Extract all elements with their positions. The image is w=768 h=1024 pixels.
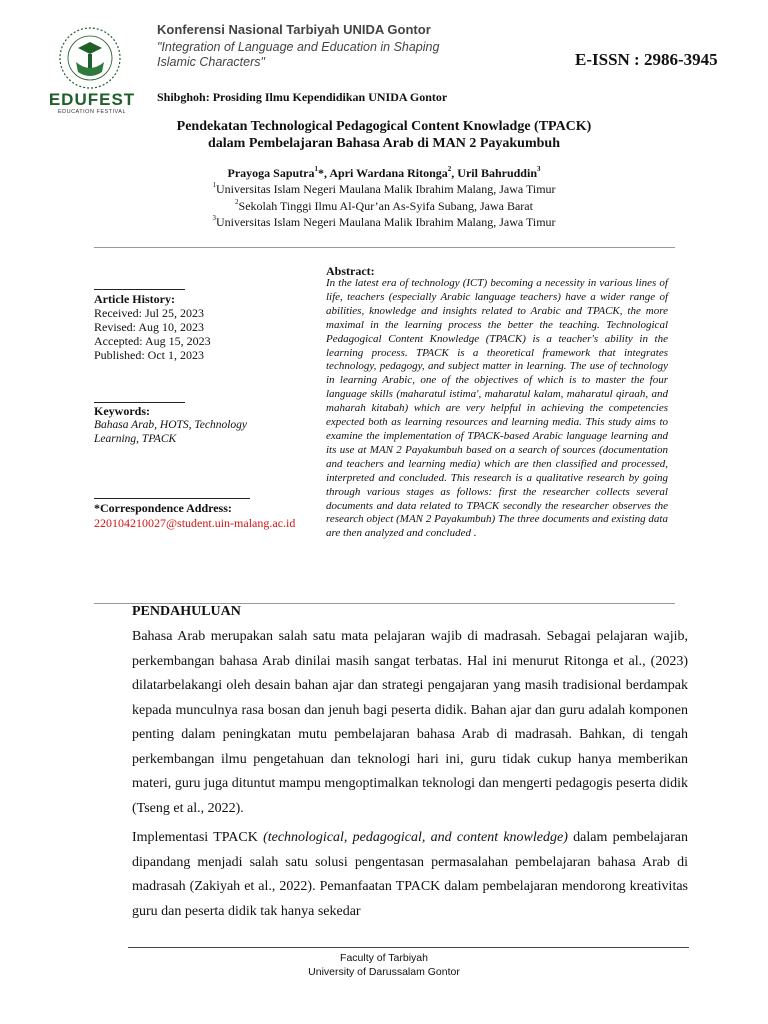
received-date: Received: Jul 25, 2023 — [94, 306, 204, 320]
affiliation — [60, 215, 708, 230]
correspondence-divider — [94, 498, 250, 499]
conference-tagline-line1: "Integration of Language and Education in Shaping — [157, 40, 440, 54]
affiliation — [60, 199, 708, 214]
affiliation-marker: 3 — [212, 214, 216, 222]
article-history-heading: Article History: — [94, 292, 175, 306]
journal-name: Shibghoh: Prosiding Ilmu Kependidikan UNIDA Gontor — [157, 90, 448, 104]
author-separator: , — [451, 166, 458, 180]
abstract-text: In the latest era of technology (ICT) becoming a necessity in various lines of life, teachers (especially Arabic language teachers) have a wider range of abilities, knowledge and insights related to Arabic and TPACK, the more maximal in the learning process the better the teaching. Technological Pedagogical Content Knowledge (TPACK) is a teacher's ability in the learning process. TPACK is a theoretical framework that integrates technology, pedagogy, and subject matter in learning. The use of technology in learning Arabic, one of the objectives of which is to master the four language skills (maharatul istima', maharatul kalam, maharatul qiraah, and maharah kitabah) which are very helpful in achieving the competencies expected both as learning resources and learning media. This study aims to examine the implementation of TPACK-based Arabic language learning and its use at MAN 2 Payakumbuh based on a search of sources (documentation and teachers and learning media) which are then classified and processed, interpreted and concluded. This research is a qualitative research by going through various stages as follows: first the researcher collects several documents and data related to TPACK secondly the researcher observes the research object (MAN 2 Payakumbuh) The three documents and existing data are then analyzed and concluded . — [326, 277, 668, 540]
author-name: Prayoga Saputra — [227, 166, 315, 180]
revised-date: Revised: Aug 10, 2023 — [94, 320, 204, 334]
conference-title: Konferensi Nasional Tarbiyah UNIDA Gontor — [157, 22, 431, 37]
author-list — [60, 166, 708, 181]
author-affiliation-marker: 3 — [537, 165, 541, 173]
logo-subtitle: EDUCATION FESTIVAL — [57, 109, 127, 115]
abstract-heading: Abstract: — [326, 264, 375, 278]
paper-title — [60, 118, 708, 152]
author-name: Apri Wardana Ritonga — [329, 166, 448, 180]
published-date: Published: Oct 1, 2023 — [94, 348, 204, 362]
logo-wordmark: EDUFEST — [48, 90, 136, 109]
accepted-date: Accepted: Aug 15, 2023 — [94, 334, 211, 348]
body-paragraph: Bahasa Arab merupakan salah satu mata pelajaran wajib di madrasah. Sebagai pelajaran wajib, perkembangan bahasa Arab dinilai masih sangat terbatas. Hal ini menurut Ritonga et al., (2023) dilatarbelakangi oleh desain bahan ajar dan strategi pengajaran yang masih tradisional berdampak kepada munculnya rasa bosan dan jenuh bagi peserta didik. Bahan ajar dan guru adalah komponen penting dalam peningkatan mutu pembelajaran bahasa Arab di madrasah. Bahkan, di tengah perkembangan ilmu pengetahuan dan teknologi hari ini, guru tidak cukup hanya memberikan materi, guru juga dituntut mampu mengoptimalkan teknologi dan mengerti pedagogis peserta didik (Tseng et al., 2022). — [132, 629, 688, 816]
history-divider — [94, 289, 185, 290]
correspondence-email-link[interactable]: 220104210027@student.uin-malang.ac.id — [94, 516, 296, 530]
paragraph-text: dalam pembelajaran dipandang menjadi salah satu solusi pengentasan permasalahan pembelajaran bahasa Arab di madrasah (Zakiyah et al., 2022). Pemanfaatan TPACK dalam pembelajaran mendorong kreativitas guru dan peserta didik tak hanya sekedar — [132, 830, 689, 919]
footer-university: University of Darussalam Gontor — [308, 966, 460, 978]
footer-faculty: Faculty of Tarbiyah — [340, 952, 428, 964]
keywords-divider — [94, 402, 185, 403]
paper-title-line1: Pendekatan Technological Pedagogical Content Knowladge (TPACK) — [176, 119, 592, 134]
correspondence-heading: *Correspondence Address: — [94, 501, 232, 515]
keywords-heading: Keywords: — [94, 404, 150, 418]
affiliation-marker: 1 — [212, 181, 216, 189]
body-paragraph — [132, 826, 688, 924]
affiliation-text: Universitas Islam Negeri Maulana Malik Ibrahim Malang, Jawa Timur — [215, 182, 556, 196]
affiliation-marker: 2 — [235, 198, 239, 206]
affiliation — [60, 182, 708, 197]
footer-divider — [128, 947, 689, 948]
author-affiliation-marker: 1 — [314, 165, 318, 173]
paper-title-line2: dalam Pembelajaran Bahasa Arab di MAN 2 Payakumbuh — [208, 136, 560, 151]
paragraph-italic-term: (technological, pedagogical, and content knowledge) — [263, 830, 568, 845]
conference-tagline-line2: Islamic Characters" — [157, 55, 265, 69]
keywords-list: Bahasa Arab, HOTS, Technology Learning, TPACK — [94, 419, 248, 445]
section-heading: PENDAHULUAN — [132, 604, 241, 619]
author-name: Uril Bahruddin — [457, 166, 537, 180]
header-divider — [94, 247, 675, 248]
author-separator: *, — [317, 166, 330, 180]
issn-label: E-ISSN : 2986-3945 — [575, 50, 718, 69]
affiliation-text: Universitas Islam Negeri Maulana Malik Ibrahim Malang, Jawa Timur — [215, 215, 556, 229]
author-affiliation-marker: 2 — [447, 165, 452, 173]
paragraph-text: Implementasi TPACK — [132, 830, 264, 845]
affiliation-text: Sekolah Tinggi Ilmu Al-Qur’an As-Syifa Subang, Jawa Barat — [238, 199, 533, 213]
logo-emblem-icon — [42, 22, 138, 94]
